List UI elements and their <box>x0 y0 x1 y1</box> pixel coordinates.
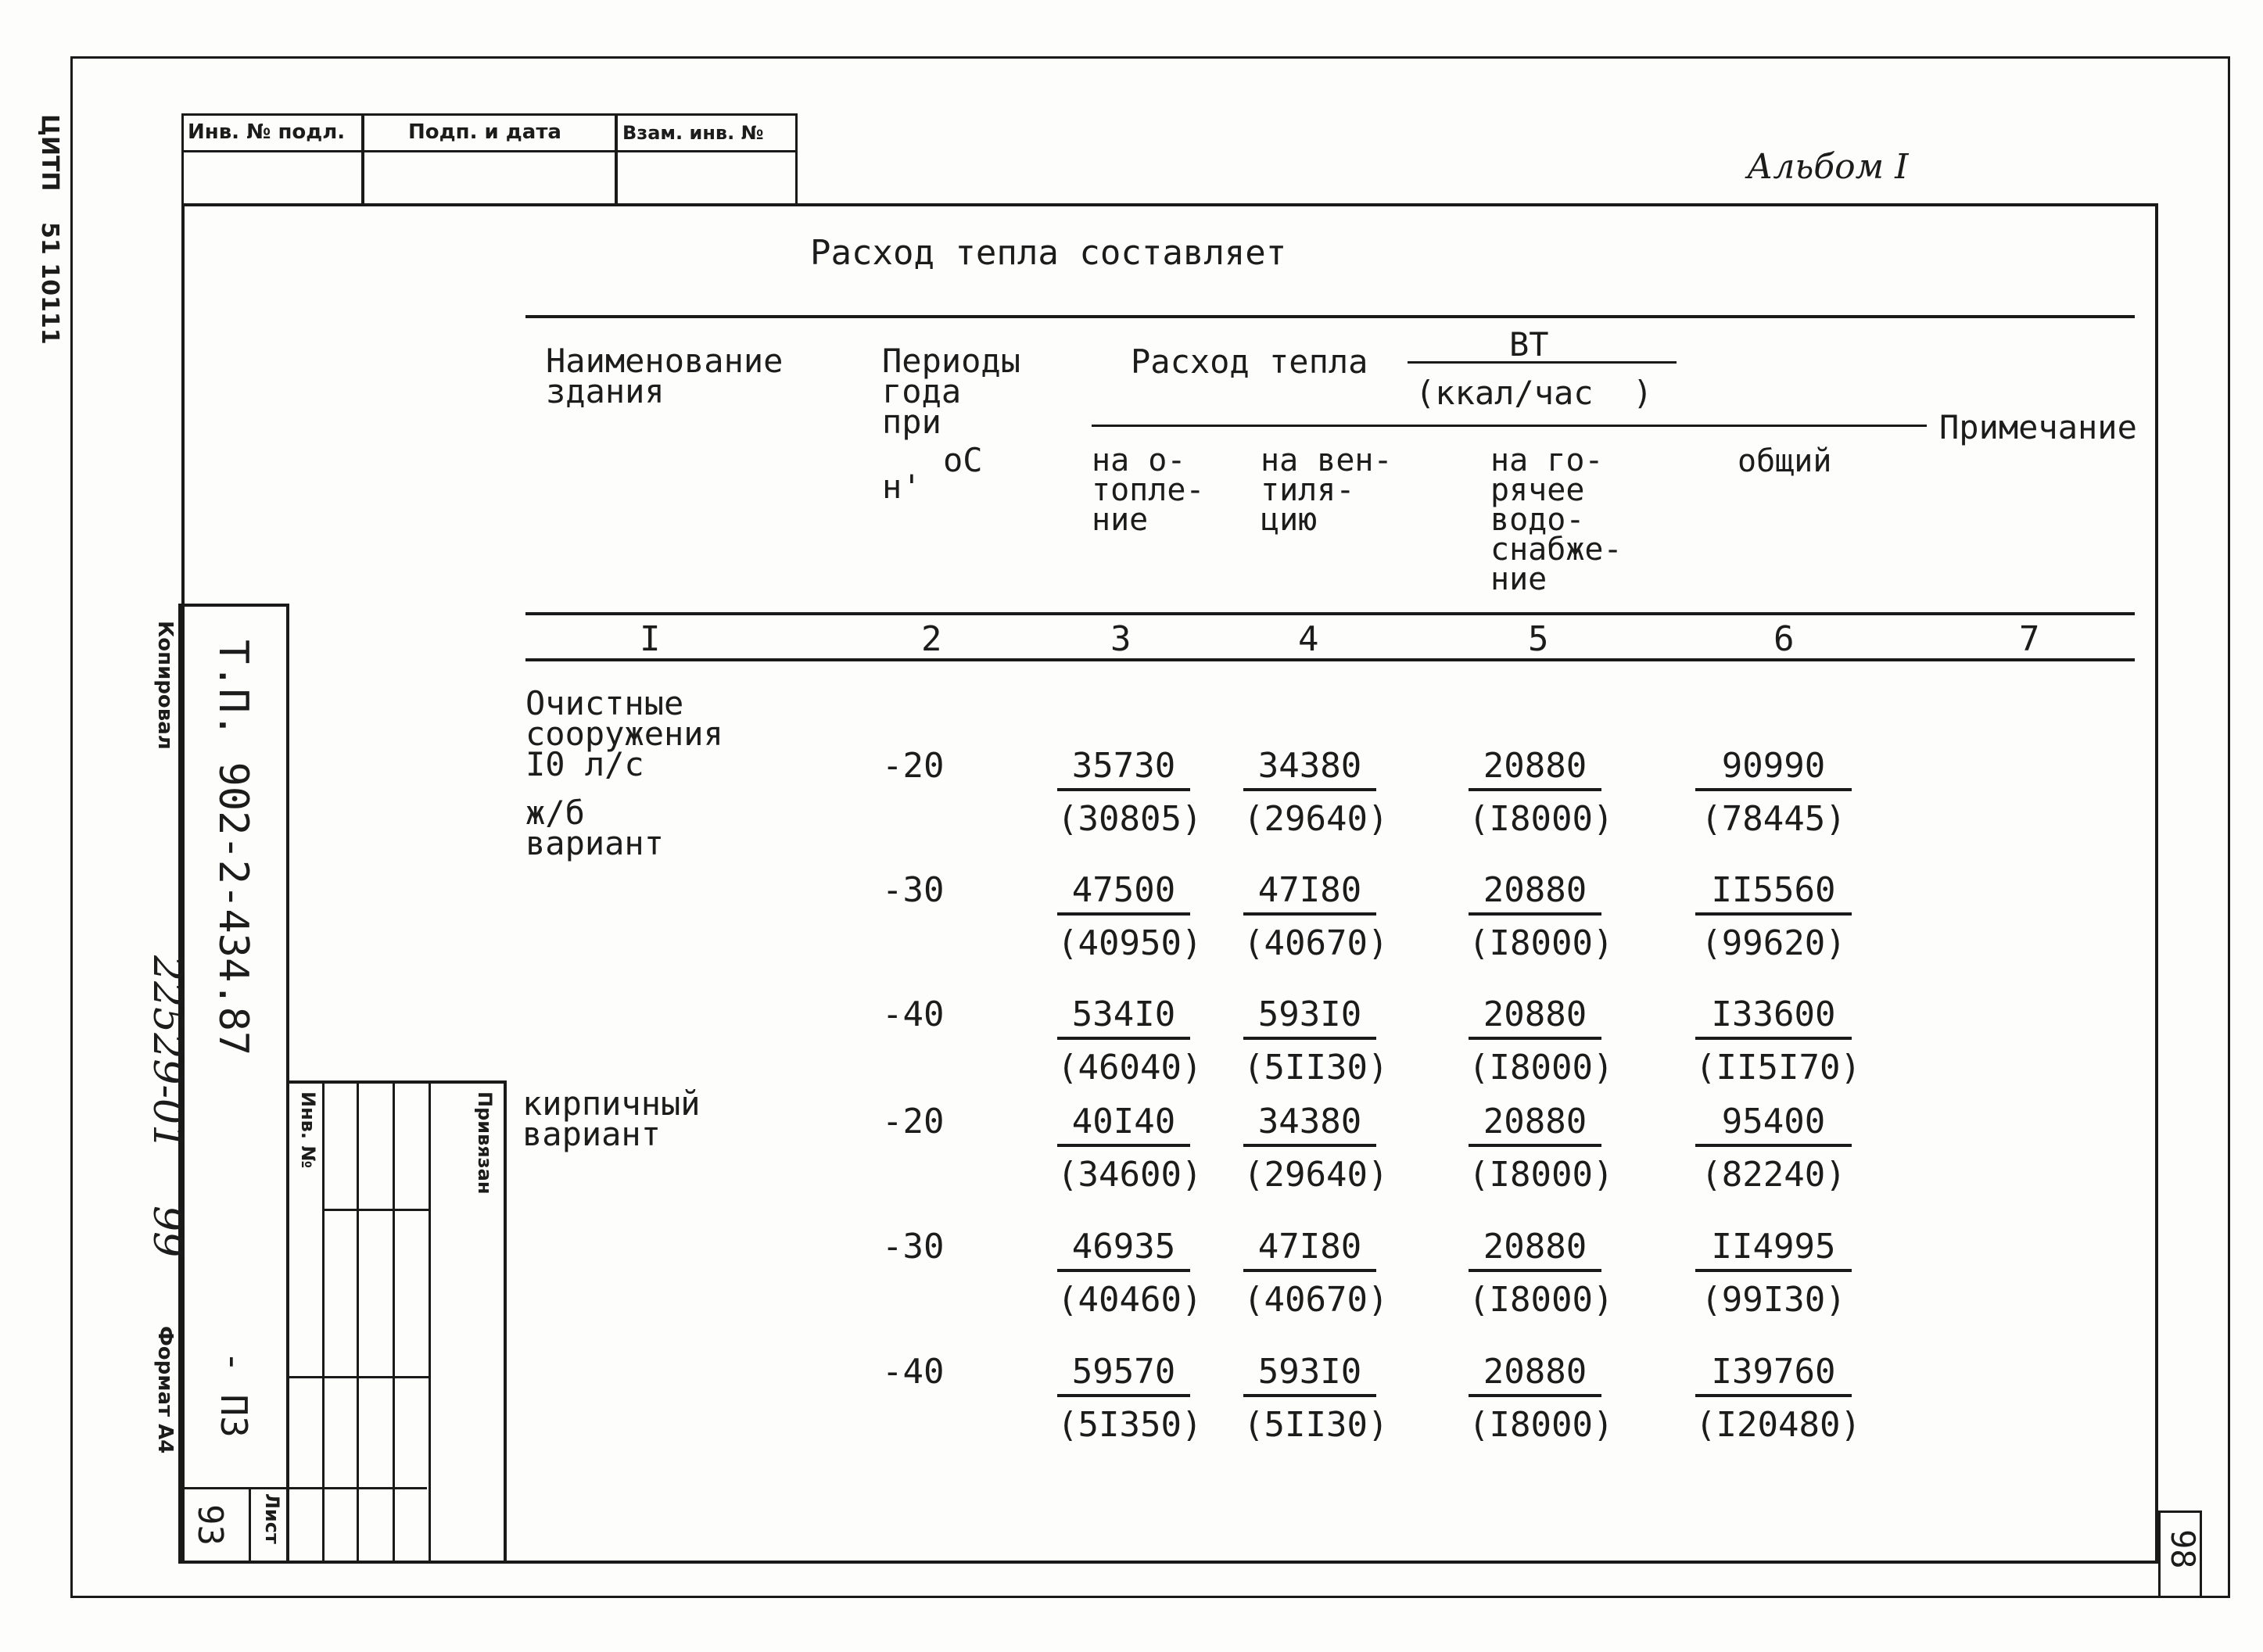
margin-code: ЦИТП <box>36 114 63 192</box>
row-5-col3: 46935 (40460) <box>1057 1227 1203 1320</box>
side-privyazan: Привязан <box>474 1091 496 1195</box>
row-1-col4: 34380 (29640) <box>1243 746 1389 839</box>
row-6-col4: 593I0 (5II30) <box>1243 1352 1389 1445</box>
side-kopiroval: Копировал <box>153 621 177 750</box>
header-col7: Примечание <box>1939 408 2137 446</box>
col-number-3: 3 <box>1110 619 1132 659</box>
page-number: 98 <box>2164 1529 2202 1569</box>
row-1-col3: 35730 (30805) <box>1057 746 1203 839</box>
row-4-col6: 95400 (82240) <box>1695 1105 1852 1192</box>
side-list-label: Лист <box>261 1493 283 1544</box>
header-heat: Расход тепла <box>1131 342 1368 381</box>
group-name-2: кирпичный вариант <box>522 1084 701 1154</box>
row-2-col6: II5560 (99620) <box>1695 873 1852 961</box>
header-name: Наименование здания <box>546 342 784 411</box>
row-1-col6: 90990 (78445) <box>1695 749 1852 837</box>
row-6-col6: I39760 (I20480) <box>1695 1352 1861 1445</box>
col-number-2: 2 <box>921 619 942 659</box>
page-title: Расход тепла составляет <box>810 233 1287 273</box>
row-5-col5: 20880 (I8000) <box>1469 1227 1614 1320</box>
header-periods-sub: н' <box>882 468 922 506</box>
side-list-num: 93 <box>190 1504 230 1546</box>
row-3-period: -40 <box>882 994 945 1034</box>
row-2-col3: 47500 (40950) <box>1057 870 1203 963</box>
row-6-period: -40 <box>882 1352 945 1392</box>
row-4-col4: 34380 (29640) <box>1243 1102 1389 1195</box>
col-number-5: 5 <box>1528 619 1549 659</box>
row-6-col3: 59570 (5I350) <box>1057 1352 1203 1445</box>
stamp-vzam-inv: Взам. инв. № <box>622 122 764 144</box>
row-5-period: -30 <box>882 1227 945 1267</box>
stamp-podp-data: Подп. и дата <box>408 120 561 144</box>
col-number-4: 4 <box>1298 619 1319 659</box>
row-2-period: -30 <box>882 870 945 910</box>
col-number-7: 7 <box>2019 619 2040 659</box>
row-5-col4: 47I80 (40670) <box>1243 1227 1389 1320</box>
album-label: Альбом I <box>1747 147 1909 187</box>
header-unit-top: ВТ <box>1509 325 1549 364</box>
side-format: Формат А4 <box>153 1326 177 1454</box>
group-name-1: Очистные сооружения I0 л/с <box>525 684 723 784</box>
group-variant-1: ж/б вариант <box>525 794 665 863</box>
side-doc-code: Т.П. 902-2-434.87 <box>210 640 256 1056</box>
row-4-period: -20 <box>882 1102 945 1141</box>
header-col5: на го- рячее водо- снабже- ние <box>1490 443 1623 597</box>
side-hand-page: 99 <box>144 1206 191 1258</box>
row-1-period: -20 <box>882 746 945 786</box>
margin-number: 51 10111 <box>36 222 63 345</box>
row-1-col5: 20880 (I8000) <box>1469 746 1614 839</box>
row-3-col5: 20880 (I8000) <box>1469 994 1614 1088</box>
row-4-col5: 20880 (I8000) <box>1469 1102 1614 1195</box>
row-5-col6: II4995 (99I30) <box>1695 1230 1852 1317</box>
side-sheet-code: - ПЗ <box>213 1351 255 1438</box>
side-inv-no: Инв. № <box>297 1091 319 1169</box>
header-col6: общий <box>1738 443 1832 479</box>
row-3-col6: I33600 (II5I70) <box>1695 994 1861 1088</box>
row-2-col5: 20880 (I8000) <box>1469 870 1614 963</box>
header-unit-bottom: (ккал/час ) <box>1415 374 1653 412</box>
header-col3: на о- топле- ние <box>1092 443 1205 538</box>
col-number-6: 6 <box>1773 619 1795 659</box>
row-6-col5: 20880 (I8000) <box>1469 1352 1614 1445</box>
header-periods: Периоды года при <box>882 342 1021 442</box>
col-number-1: I <box>640 619 661 659</box>
header-col4: на вен- тиля- цию <box>1261 443 1393 538</box>
stamp-inv-podl: Инв. № подл. <box>188 120 346 144</box>
side-hand-number: 22529-01 <box>144 955 191 1151</box>
row-3-col3: 534I0 (46040) <box>1057 994 1203 1088</box>
row-3-col4: 593I0 (5II30) <box>1243 994 1389 1088</box>
header-periods-unit: оС <box>943 441 983 479</box>
row-4-col3: 40I40 (34600) <box>1057 1102 1203 1195</box>
row-2-col4: 47I80 (40670) <box>1243 870 1389 963</box>
